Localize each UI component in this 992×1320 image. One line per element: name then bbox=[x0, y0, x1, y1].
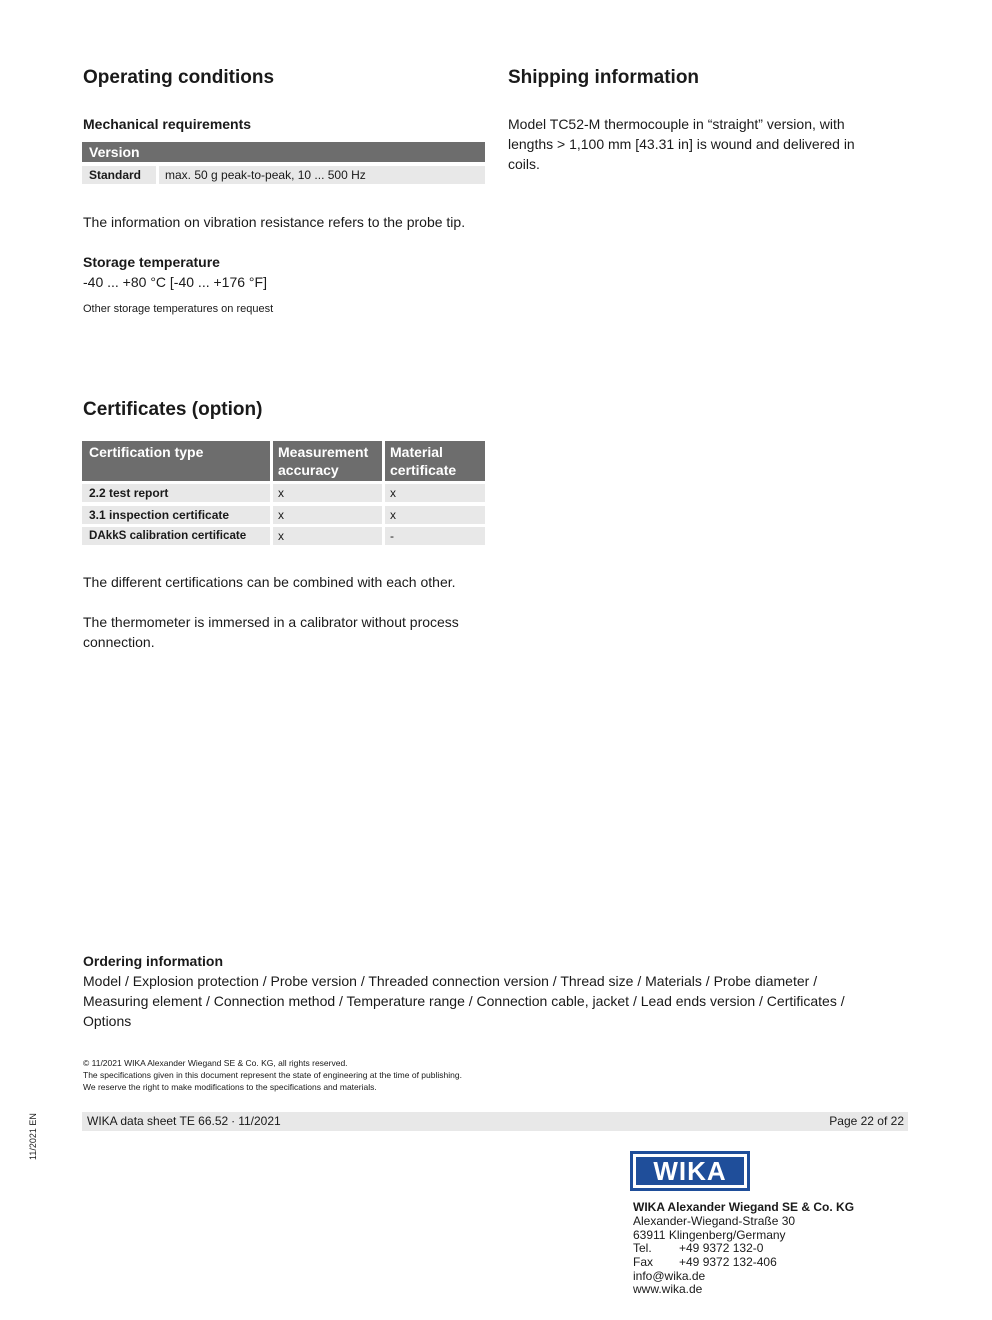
tel-value: +49 9372 132-0 bbox=[679, 1241, 764, 1255]
shipping-line-1: Model TC52-M thermocouple in “straight” version, with bbox=[508, 116, 845, 132]
cert-row-2-type: 3.1 inspection certificate bbox=[82, 506, 270, 524]
cert-header-type-label: Certification type bbox=[89, 444, 204, 460]
mechanical-title: Mechanical requirements bbox=[83, 116, 252, 132]
certificates-title: Certificates (option) bbox=[83, 399, 263, 420]
cert-row-3-material: - bbox=[385, 527, 485, 545]
cert-note-2b: connection. bbox=[83, 634, 155, 650]
storage-title: Storage temperature bbox=[83, 254, 220, 270]
mech-row-label: Standard bbox=[82, 166, 156, 184]
footer-sheet: WIKA data sheet TE 66.52 ∙ 11/2021 bbox=[87, 1114, 281, 1128]
ordering-title: Ordering information bbox=[83, 953, 223, 969]
ordering-line-1: Model / Explosion protection / Probe version / Threaded connection version / Thread size / Materials / Probe diameter / bbox=[83, 973, 818, 989]
storage-note: Other storage temperatures on request bbox=[83, 303, 274, 315]
cert-note-2a: The thermometer is immersed in a calibrator without process bbox=[83, 614, 459, 630]
cert-header-material bbox=[385, 441, 485, 481]
wika-logo bbox=[630, 1151, 750, 1191]
footer-page: Page 22 of 22 bbox=[829, 1114, 904, 1128]
side-label: 11/2021 EN bbox=[28, 1113, 38, 1160]
cert-header-accuracy-line-2: accuracy bbox=[278, 462, 339, 478]
cert-row-1-material: x bbox=[385, 484, 485, 502]
legal-line-1: © 11/2021 WIKA Alexander Wiegand SE & Co. KG, all rights reserved. bbox=[83, 1058, 348, 1068]
shipping-line-2: lengths > 1,100 mm [43.31 in] is wound and delivered in bbox=[508, 136, 855, 152]
fax-value: +49 9372 132-406 bbox=[679, 1255, 777, 1269]
storage-value: -40 ... +80 °C [-40 ... +176 °F] bbox=[83, 274, 267, 290]
cert-row-3-type: DAkkS calibration certificate bbox=[82, 527, 270, 545]
cert-row-3-accuracy: x bbox=[273, 527, 382, 545]
ordering-line-2: Measuring element / Connection method / Temperature range / Connection cable, jacket / Lead ends version / Certificates / bbox=[83, 993, 845, 1009]
cert-row-2-material: x bbox=[385, 506, 485, 524]
company-web: www.wika.de bbox=[633, 1282, 703, 1296]
wika-logo-text: WIKA bbox=[636, 1157, 744, 1185]
cert-row-1-type: 2.2 test report bbox=[82, 484, 270, 502]
fax-label: Fax bbox=[633, 1255, 654, 1269]
company-name: WIKA Alexander Wiegand SE & Co. KG bbox=[633, 1200, 855, 1214]
cert-note-1: The different certifications can be combined with each other. bbox=[83, 574, 456, 590]
footer-bar bbox=[82, 1112, 908, 1131]
vibration-note: The information on vibration resistance refers to the probe tip. bbox=[83, 214, 466, 230]
ordering-line-3: Options bbox=[83, 1013, 132, 1029]
legal-line-3: We reserve the right to make modifications to the specifications and materials. bbox=[83, 1082, 377, 1092]
tel-label: Tel. bbox=[633, 1241, 652, 1255]
company-street: Alexander-Wiegand-Straße 30 bbox=[633, 1214, 796, 1228]
cert-header-accuracy bbox=[273, 441, 382, 481]
legal-line-2: The specifications given in this document represent the state of engineering at the time of publishing. bbox=[83, 1070, 462, 1080]
cert-row-2-accuracy: x bbox=[273, 506, 382, 524]
company-city: 63911 Klingenberg/Germany bbox=[633, 1228, 786, 1242]
cert-header-material-line-1: Material bbox=[390, 444, 443, 460]
shipping-title: Shipping information bbox=[508, 67, 700, 88]
cert-header-type bbox=[82, 441, 270, 481]
mech-table-header: Version bbox=[82, 142, 485, 162]
cert-header-material-line-2: certificate bbox=[390, 462, 457, 478]
mech-row-value: max. 50 g peak-to-peak, 10 ... 500 Hz bbox=[159, 166, 485, 184]
company-tel-row bbox=[633, 1242, 763, 1256]
company-email: info@wika.de bbox=[633, 1269, 706, 1283]
operating-title: Operating conditions bbox=[83, 67, 275, 88]
company-fax-row bbox=[633, 1256, 777, 1270]
cert-header-accuracy-line-1: Measurement bbox=[278, 444, 369, 460]
shipping-line-3: coils. bbox=[508, 156, 540, 172]
cert-row-1-accuracy: x bbox=[273, 484, 382, 502]
